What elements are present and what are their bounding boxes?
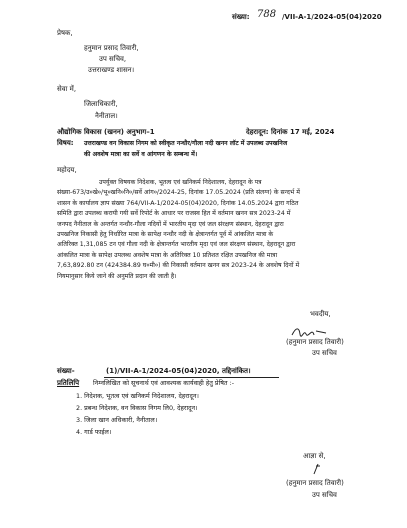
handwritten-number: 788: [257, 9, 277, 20]
body-line: शासन के कार्यालय ज्ञाप संख्या 764/VII-A-1/2024-05(04)2020, दिनांक 14.05.2024 द्वारा गठित: [57, 199, 299, 207]
signature-mark: [290, 325, 330, 339]
signature-mark: [298, 462, 338, 476]
salutation: महोदय,: [57, 166, 77, 174]
body-line: जनपद नैनीताल के अन्तर्गत नन्धौर-गौला नदियों में भारतीय मृदा एवं जल संरक्षण संस्थान, देहरादून द्वारा: [57, 220, 284, 228]
from-label: प्रेषक,: [57, 29, 73, 37]
letter-number-label: संख्या:: [232, 13, 250, 21]
to-label: सेवा में,: [57, 85, 77, 93]
body-line: नियमानुसार किये जाने की अनुमति प्रदान की जाती है।: [57, 272, 177, 280]
copy-number-label: संख्या-: [57, 367, 75, 375]
copy-item: 1. निदेशक, भूतत्व एवं खनिकर्म निदेशालय, देहरादून।: [76, 392, 199, 400]
signatory-designation-2: उप सचिव: [312, 491, 337, 499]
copy-item: 4. गार्ड फाईल।: [76, 428, 112, 436]
copy-item: 2. प्रबन्ध निदेशक, वन विकास निगम लि0, देहरादून।: [76, 404, 198, 412]
subject-line-1: उत्तराखण्ड वन विकास निगम को स्वीकृत नन्धौर/गौला नदी खनन लॉट में उपलब्ध उपखनिज: [84, 140, 288, 147]
copy-number-value: (1)/VII-A-1/2024-05(04)2020, तद्दिनांकित।: [106, 367, 251, 375]
body-line: 7,63,892.80 टन (424384.89 घ०मी०) की निकासी वर्तमान खनन सत्र 2023-24 के अवशेष दिनों में: [57, 262, 300, 270]
order-by: आज्ञा से,: [303, 452, 326, 460]
signatory-name-2: (हनुमान प्रसाद तिवारी): [286, 479, 344, 487]
letter-number-value: /VII-A-1/2024-05(04)2020: [282, 13, 382, 21]
body-line: समिति द्वारा उपलब्ध करायी गयी सर्वे रिपोर्ट के आधार पर राजस्व हित में वर्तमान खनन सत्र 2023-24 में: [57, 210, 291, 218]
from-designation: उप सचिव,: [99, 55, 127, 63]
body-line: उपर्युक्त विषयक निदेशक, भूतत्व एवं खनिकर्म निदेशालय, देहरादून के पत्र: [99, 179, 262, 186]
copy-intro: निम्नलिखित को सूचनार्थ एवं आवश्यक कार्यवाही हेतु प्रेषित :-: [93, 379, 235, 387]
body-line: आंकलित मात्रा के सापेक्ष उपलब्ध अवशेष मात्रा के अतिरिक्त 10 प्रतिशत रक्षित उपखनिज की मात्रा: [57, 251, 278, 259]
department-section: औद्योगिक विकास (खनन) अनुभाग–1: [57, 128, 155, 136]
sign-off: भवदीय,: [310, 310, 331, 318]
letter-date: देहरादून: दिनांक 17 मई, 2024: [246, 128, 335, 136]
body-line: अतिरिक्त 1,31,085 टन एवं गौला नदी के क्षेत्रान्तर्गत भारतीय मृदा एवं जल संरक्षण संस्थान, देहरादून द्वारा: [57, 241, 296, 249]
from-name: हनुमान प्रसाद तिवारी,: [84, 44, 139, 52]
copy-label: प्रतिलिपि: [57, 379, 80, 387]
subject-label: विषय:: [57, 139, 74, 147]
to-place: नैनीताल।: [95, 112, 118, 120]
subject-line-2: की अवशेष मात्रा का सर्वे व आंगणन के सम्बन्ध में।: [84, 151, 198, 158]
to-name: जिलाधिकारी,: [84, 100, 118, 108]
from-office: उत्तराखण्ड शासन।: [88, 66, 135, 74]
signatory-designation: उप सचिव: [312, 349, 337, 357]
copy-underline: [104, 377, 279, 378]
copy-item: 3. जिला खान अधिकारी, नैनीताल।: [76, 416, 158, 424]
body-line: संख्या-673/उ०खे०/भू०खनि०नि०/सर्वे आंग०/2024-25, दिनांक 17.05.2024 (प्रति संलग्न) के सन्दर्भ में: [57, 189, 300, 197]
body-line: उपखनिज निकासी हेतु निर्धारित मात्रा के सापेक्ष नन्धौर नदी के क्षेत्रान्तर्गत पूर्व में आंकलित मात्रा के: [57, 231, 274, 239]
body-paragraph: [57, 178, 357, 282]
signatory-name: (हनुमान प्रसाद तिवारी): [286, 338, 344, 346]
